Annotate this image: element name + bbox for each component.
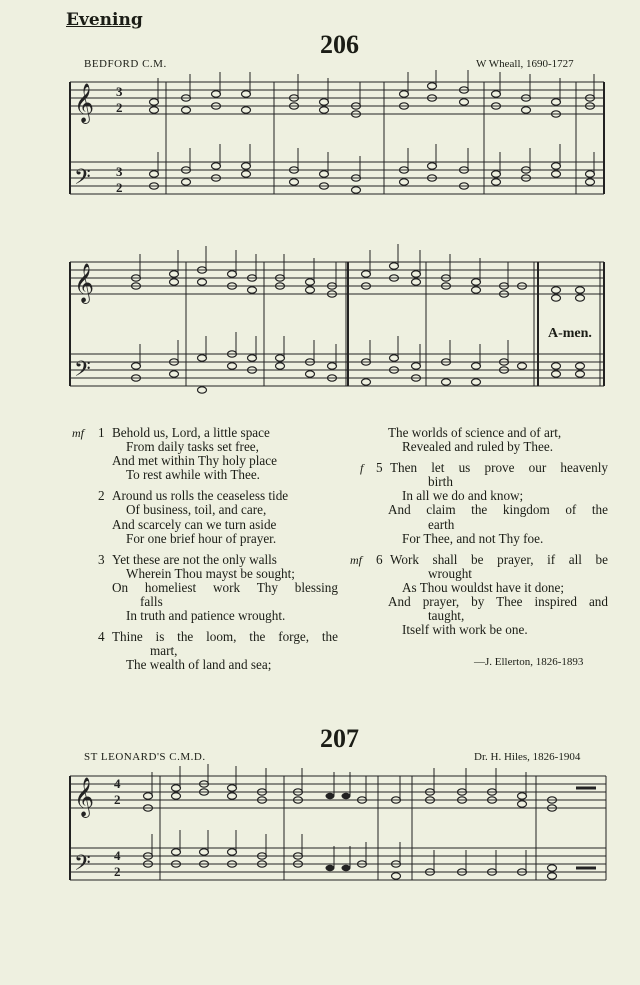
verse-line: For Thee, and not Thy foe.: [402, 530, 544, 546]
tune-name-207: ST LEONARD'S C.M.D.: [84, 751, 206, 763]
svg-text:4: 4: [114, 848, 121, 863]
composer-206: W Wheall, 1690-1727: [476, 58, 574, 70]
svg-text:𝄢: 𝄢: [74, 165, 91, 195]
verse-5: [360, 460, 608, 546]
verse-line: Itself with work be one.: [402, 622, 528, 638]
verse-line: Work shall be prayer, if all be: [390, 551, 608, 567]
verse-number: 6: [376, 551, 383, 567]
section-title: Evening: [66, 10, 143, 30]
verse-number: 2: [98, 488, 105, 504]
hymn-number-207: 207: [320, 724, 359, 753]
svg-text:𝄢: 𝄢: [74, 851, 91, 881]
verse-line: Then let us prove our heavenly: [390, 460, 608, 476]
svg-text:𝄞: 𝄞: [74, 83, 95, 123]
dynamic-marking: mf: [350, 552, 362, 567]
verse-1: [72, 425, 338, 483]
verse-number: 5: [376, 460, 383, 476]
verse-line: birth: [428, 474, 453, 490]
verse-number: 4: [98, 629, 105, 645]
verse-line: Revealed and ruled by Thee.: [402, 439, 553, 455]
verse-2: [98, 489, 338, 545]
verse-line: The worlds of science and of art,: [388, 425, 562, 440]
verse-3: [98, 553, 338, 623]
tune-name-206: BEDFORD C.M.: [84, 58, 167, 70]
verse-line: Yet these are not the only walls: [112, 551, 277, 567]
verses-left-column: [72, 425, 338, 680]
music-score-206-system-1: [66, 70, 612, 210]
verse-line: In truth and patience wrought.: [126, 608, 286, 624]
svg-text:𝄞: 𝄞: [74, 263, 95, 303]
verse-line: As Thou wouldst have it done;: [402, 579, 565, 595]
svg-text:4: 4: [114, 776, 121, 791]
verse-line: Thine is the loom, the forge, the: [112, 629, 338, 645]
verse-line: And claim the kingdom of the: [388, 502, 608, 518]
verse-line: To rest awhile with Thee.: [126, 467, 260, 483]
svg-text:2: 2: [116, 180, 123, 195]
verse-line: Of business, toil, and care,: [126, 502, 267, 518]
verses-right-column: [350, 425, 608, 644]
svg-text:3: 3: [116, 84, 123, 99]
composer-207: Dr. H. Hiles, 1826-1904: [474, 751, 581, 763]
music-score-207-system-1: [66, 764, 612, 900]
verse-line: The wealth of land and sea;: [126, 657, 272, 673]
verse-line: Behold us, Lord, a little space: [112, 425, 270, 440]
dynamic-marking: mf: [72, 426, 84, 440]
svg-text:2: 2: [114, 792, 121, 807]
verse-line: wrought: [428, 565, 472, 581]
dynamic-marking: f: [360, 461, 364, 476]
verse-line: For one brief hour of prayer.: [126, 530, 277, 546]
verse-number: 1: [98, 425, 105, 440]
verse-line: In all we do and know;: [402, 488, 524, 504]
hymn-number-206: 206: [320, 30, 359, 59]
hymn-author: —J. Ellerton, 1826-1893: [474, 656, 584, 668]
verse-line: And scarcely can we turn aside: [112, 516, 277, 532]
verse-4: [98, 630, 338, 672]
verse-line: From daily tasks set free,: [126, 439, 259, 455]
verse-line: taught,: [428, 608, 465, 624]
svg-text:3: 3: [116, 164, 123, 179]
verse-line: Around us rolls the ceaseless tide: [112, 488, 289, 504]
verse-line: On homeliest work Thy blessing: [112, 579, 338, 595]
svg-text:𝄞: 𝄞: [74, 777, 95, 817]
svg-text:2: 2: [114, 864, 121, 879]
verse-4-continued: [376, 426, 608, 454]
verse-line: And prayer, by Thee inspired and: [388, 594, 608, 610]
svg-text:2: 2: [116, 100, 123, 115]
verse-number: 3: [98, 551, 105, 567]
verse-line: And met within Thy holy place: [112, 453, 277, 469]
verse-line: mart,: [150, 643, 178, 659]
verse-line: Wherein Thou mayst be sought;: [126, 565, 295, 581]
music-score-206-system-2: [66, 240, 612, 410]
verse-line: earth: [428, 516, 455, 532]
svg-text:𝄢: 𝄢: [74, 357, 91, 387]
amen-label: A-men.: [548, 326, 592, 341]
verse-line: falls: [140, 594, 163, 610]
verse-6: [350, 551, 608, 638]
